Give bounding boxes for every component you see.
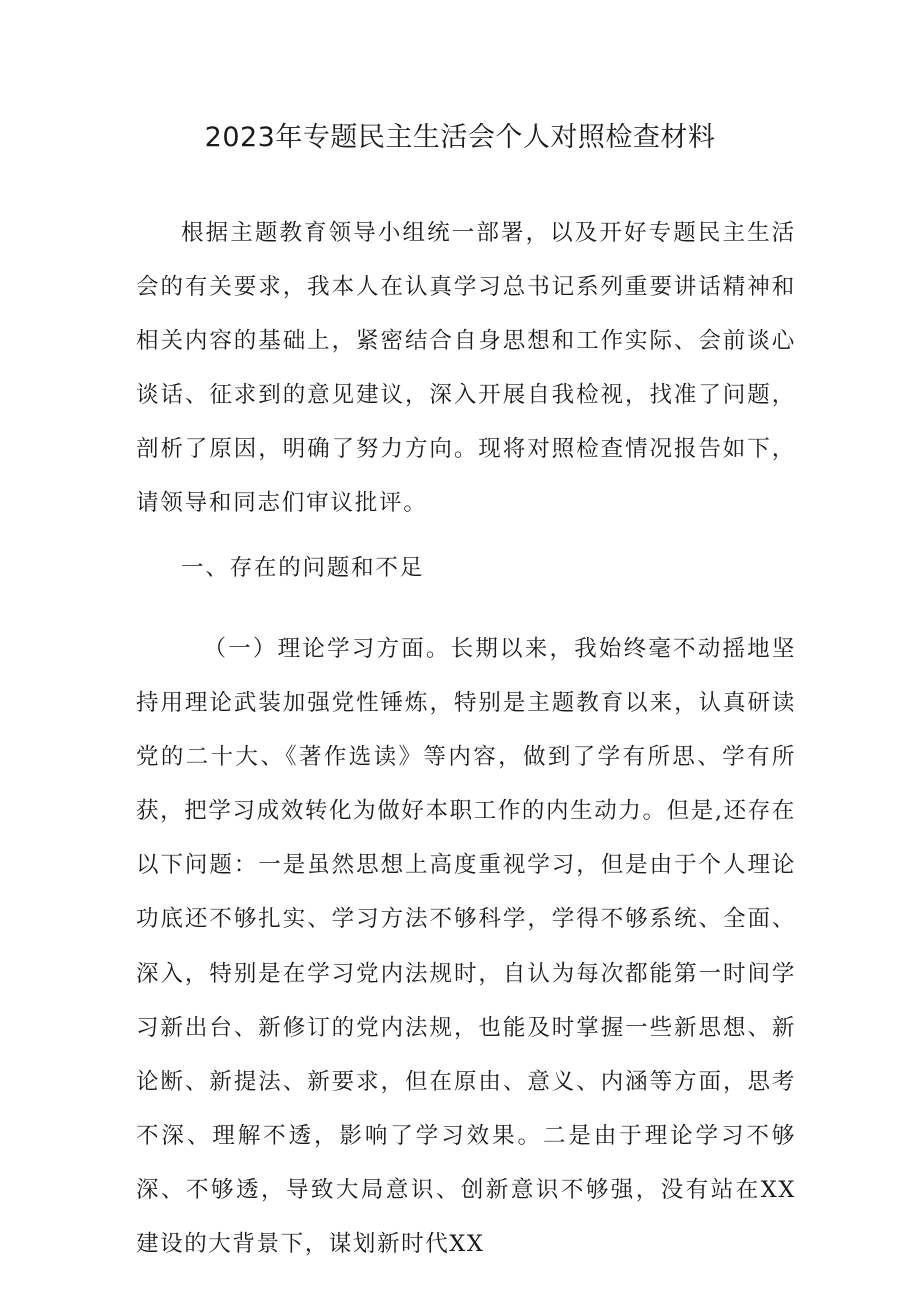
document-title: 2023年专题民主生活会个人对照检查材料 xyxy=(204,122,716,153)
section-item-paragraph: （一）理论学习方面。长期以来，我始终毫不动摇地坚持用理论武装加强党性锤炼，特别是主题教育以来，认真研读党的二十大、《著作选读》等内容，做到了学有所思、学有所获，把学习成效转化为做好本职工作的内生动力。但是,还存在以下问题：一是虽然思想上高度重视学习，但是由于个人理论功底还不够扎实、学习方法不够科学，学得不够系统、全面、深入，特别是在学习党内法规时，自认为每次都能第一时间学习新出台、新修订的党内法规，也能及时掌握一些新思想、新论断、新提法、新要求，但在原由、意义、内涵等方面，思考不深、理解不透，影响了学习效果。二是由于理论学习不够深、不够透，导致大局意识、创新意识不够强，没有站在XX建设的大背景下，谋划新时代XX xyxy=(136,636,796,1258)
intro-paragraph: 根据主题教育领导小组统一部署，以及开好专题民主生活会的有关要求，我本人在认真学习总书记系列重要讲话精神和相关内容的基础上，紧密结合自身思想和工作实际、会前谈心谈话、征求到的意见建议，深入开展自我检视，找准了问题，剖析了原因，明确了努力方向。现将对照检查情况报告如下，请领导和同志们审议批评。 xyxy=(136,220,796,517)
section-heading: 一、存在的问题和不足 xyxy=(181,555,425,581)
